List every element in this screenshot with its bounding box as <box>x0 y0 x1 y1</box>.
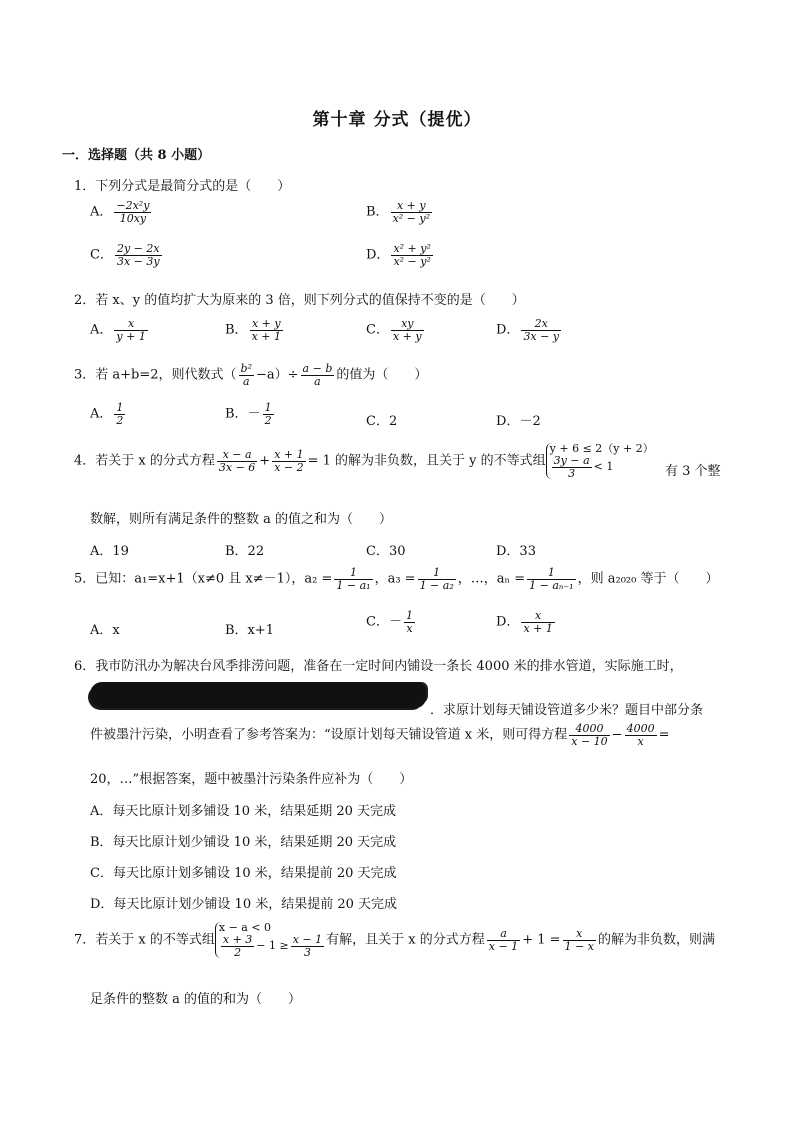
fraction: $\frac{1}{\text{1 − a₁}}$ <box>336 566 371 592</box>
q3-option-a[interactable] <box>90 402 127 426</box>
fraction: $\frac{2x}{3x - y}$ <box>523 317 560 343</box>
q6-option-a[interactable]: A．每天比原计划多铺设 10 米，结果延期 20 天完成 <box>90 804 397 819</box>
option-label: C． <box>366 614 389 630</box>
question-4-line2: 数解，则所有满足条件的整数 a 的值之和为（ ） <box>90 512 393 527</box>
fraction: $\frac{1}{\text{1 − aₙ₋₁}}$ <box>529 566 574 592</box>
question-6-line2: ．求原计划每天铺设管道多少米？题目中部分条 <box>430 703 704 718</box>
fraction: $\frac{x}{y + 1}$ <box>116 317 146 343</box>
q5-option-a[interactable]: A．x <box>90 623 120 638</box>
q1-option-a[interactable] <box>90 200 153 224</box>
fraction: $\frac{x + 1}{x - 2}$ <box>274 448 304 474</box>
fraction: $\frac{2y - 2x}{3x - 3y}$ <box>116 242 160 268</box>
fraction: $\frac{x - a}{3x - 6}$ <box>218 448 256 474</box>
option-value: －2 <box>519 414 541 429</box>
fraction: $\frac{x + y}{x + 1}$ <box>251 317 281 343</box>
question-6-line3: 件被墨汁污染，小明查看了参考答案为：“设原计划每天铺设管道 x 米，则可得方程 $\frac{4000}{x - 10}$ − $\frac{4000}{x}$ = <box>90 722 670 748</box>
q4-option-d[interactable]: D．33 <box>496 544 536 559</box>
option-label: A． <box>90 322 113 338</box>
option-label: B． <box>225 322 248 338</box>
minus-sign: － <box>247 406 261 422</box>
option-label: A． <box>90 204 113 220</box>
option-label: D． <box>496 414 520 429</box>
q2-option-c[interactable] <box>366 318 426 342</box>
question-1-stem: 1．下列分式是最简分式的是（ ） <box>74 179 291 194</box>
q1-option-b[interactable] <box>366 200 434 224</box>
page-title: 第十章 分式（提优） <box>312 110 482 130</box>
question-4-stem: 4．若关于 x 的分式方程 $\frac{x - a}{3x - 6}$ + $\frac{x + 1}{x - 2}$ = 1 的解为非负数，且关于 y 的不等式组 y + 6 ≤ 2（y + 2） $\frac{3y - a}{3}$ < 1 <box>74 442 654 480</box>
q5-option-d[interactable] <box>496 610 557 634</box>
q3-option-b[interactable] <box>225 402 276 426</box>
option-label: A． <box>90 406 113 422</box>
q4-option-c[interactable]: C．30 <box>366 544 406 559</box>
fraction: $\frac{x}{x + 1}$ <box>523 609 553 635</box>
q6-option-b[interactable]: B．每天比原计划少铺设 10 米，结果延期 20 天完成 <box>90 835 397 850</box>
q4-option-b[interactable]: B．22 <box>225 544 265 559</box>
q5-option-c[interactable] <box>366 610 417 634</box>
option-label: C． <box>366 322 389 338</box>
question-7-stem: 7．若关于 x 的不等式组 x − a < 0 $\frac{x + 3}{2}$ − 1 ≥ $\frac{x - 1}{3}$ 有解，且关于 x 的分式方程 $\frac{a}{x - 1}$ + 1 = $\frac{x}{1 - x}$ 的解为非负数，则满 <box>74 921 715 959</box>
fraction: $\frac{4000}{x - 10}$ <box>571 722 608 748</box>
fraction: $\frac{\text{−2x²y}}{10xy}$ <box>116 199 150 225</box>
inequality-system: y + 6 ≤ 2（y + 2） $\frac{3y - a}{3}$ < 1 <box>546 443 654 479</box>
fraction: $\frac{4000}{x}$ <box>626 722 655 748</box>
minus-sign: － <box>388 614 402 630</box>
question-5-stem: 5．已知：a₁=x+1（x≠0 且 x≠－1），a₂ = $\frac{1}{\text{1 − a₁}}$ ，a₃ = $\frac{1}{\text{1 − a₂}}$ ，…，aₙ = $\frac{1}{\text{1 − aₙ₋₁}}$ ，则 a₂₀₂₀ 等于（ ） <box>74 566 719 592</box>
q3-option-c[interactable] <box>366 410 397 429</box>
fraction: $\frac{\text{x² + y²}}{\text{x² − y²}}$ <box>393 242 431 268</box>
fraction: $\frac{1}{2}$ <box>264 401 272 427</box>
question-6-line1: 6．我市防汛办为解决台风季排涝问题，准备在一定时间内铺设一条长 4000 米的排水管道，实际施工时， <box>74 659 683 674</box>
fraction: $\frac{1}{\text{1 − a₂}}$ <box>419 566 454 592</box>
q2-option-d[interactable] <box>496 318 563 342</box>
inequality-system: x − a < 0 $\frac{x + 3}{2}$ − 1 ≥ $\frac{x - 1}{3}$ <box>215 922 326 958</box>
fraction: $\frac{x + y}{\text{x² − y²}}$ <box>392 199 431 225</box>
option-label: D． <box>496 322 520 338</box>
q1-option-c[interactable] <box>90 243 164 267</box>
fraction: $\frac{1}{2}$ <box>116 401 124 427</box>
fraction: $\frac{x}{1 - x}$ <box>564 927 594 953</box>
fraction: $\frac{1}{x}$ <box>405 609 413 635</box>
fraction: $\frac{xy}{x + y}$ <box>392 317 422 343</box>
question-7-line2: 足条件的整数 a 的值的和为（ ） <box>90 992 302 1007</box>
fraction: $\frac{\text{b²}}{a}$ <box>240 362 252 388</box>
q1-option-d[interactable] <box>366 243 435 267</box>
option-label: B． <box>366 204 389 220</box>
ink-blot-image <box>90 682 426 708</box>
option-label: D． <box>496 614 520 630</box>
q2-option-a[interactable] <box>90 318 150 342</box>
q2-option-b[interactable] <box>225 318 285 342</box>
option-label: C． <box>90 247 113 263</box>
section-heading: 一．选择题（共 8 小题） <box>62 148 211 163</box>
question-2-stem: 2．若 x、y 的值均扩大为原来的 3 倍，则下列分式的值保持不变的是（ ） <box>74 293 525 308</box>
question-3-stem: 3．若 a+b=2，则代数式（ $\frac{\text{b²}}{a}$ −a）÷ $\frac{a - b}{a}$ 的值为（ ） <box>74 362 428 388</box>
question-6-line4: 20，…”根据答案，题中被墨汁污染条件应补为（ ） <box>90 772 413 787</box>
option-label: C． <box>366 414 389 429</box>
q4-option-a[interactable]: A．19 <box>90 544 129 559</box>
option-label: D． <box>366 247 390 263</box>
q3-option-d[interactable] <box>496 410 541 429</box>
q5-option-b[interactable]: B．x+1 <box>225 623 275 638</box>
fraction: $\frac{a}{x - 1}$ <box>488 927 519 953</box>
question-4-tail: 有 3 个整 <box>665 464 721 479</box>
fraction: $\frac{a - b}{a}$ <box>302 362 333 388</box>
q6-option-c[interactable]: C．每天比原计划多铺设 10 米，结果提前 20 天完成 <box>90 866 397 881</box>
option-value: 2 <box>388 414 398 429</box>
q6-option-d[interactable]: D．每天比原计划少铺设 10 米，结果提前 20 天完成 <box>90 897 398 912</box>
option-label: B． <box>225 406 248 422</box>
